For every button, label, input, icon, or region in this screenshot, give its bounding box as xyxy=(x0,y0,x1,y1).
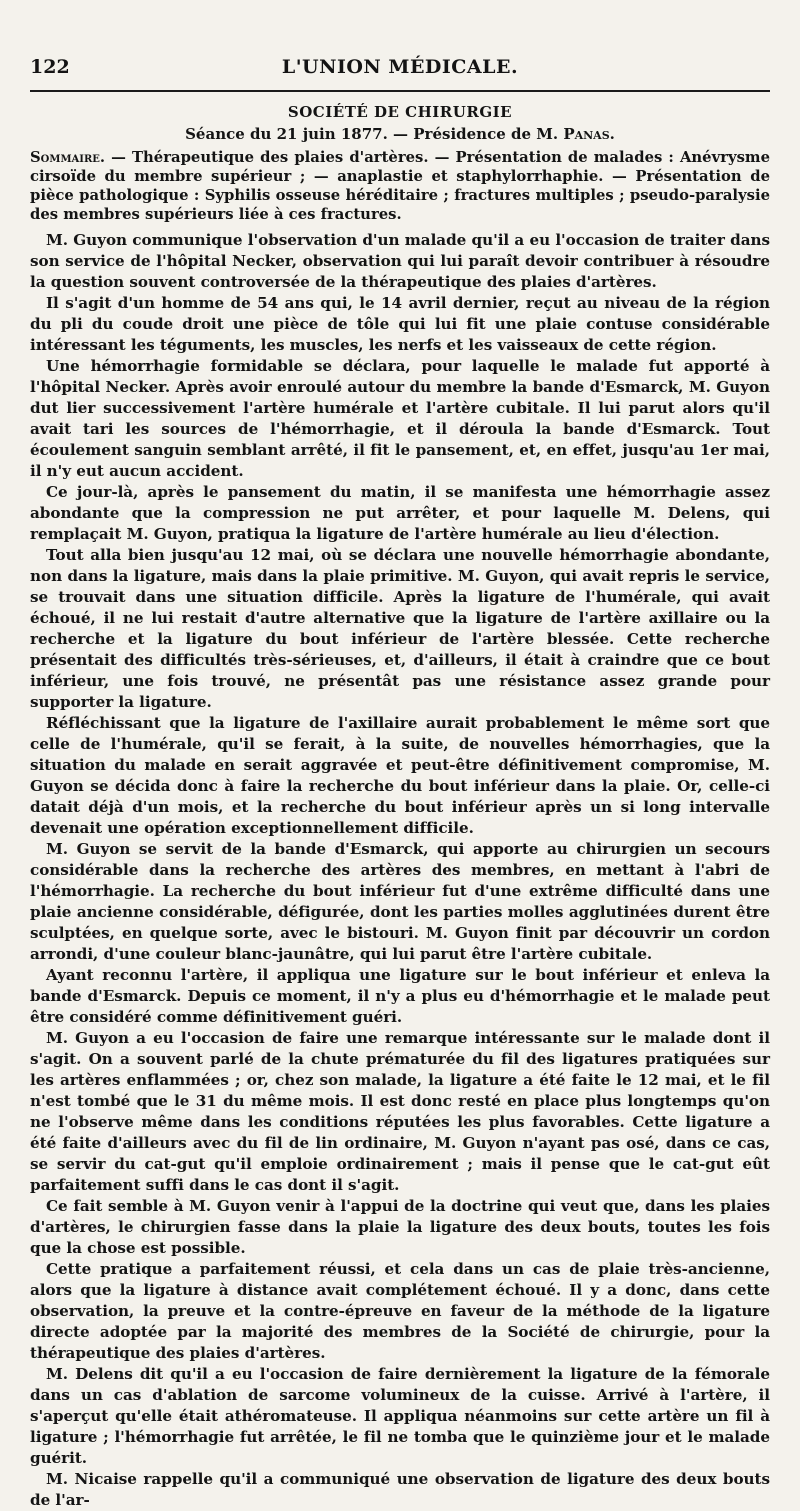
paragraph: Ce fait semble à M. Guyon venir à l'appui de la doctrine qui veut que, dans les plaies d'artères, le chirurgien fasse dans la plaie la ligature des deux bouts, toutes les fois que la chose est possible. xyxy=(30,1197,770,1257)
paragraph: M. Guyon communique l'observation d'un malade qu'il a eu l'occasion de traiter dans son service de l'hôpital Necker, observation qui lui paraît devoir contribuer à résoudre la question souvent controversée de la thérapeutique des plaies d'artères. xyxy=(30,231,770,291)
page-header xyxy=(30,52,770,86)
paragraph: Une hémorrhagie formidable se déclara, pour laquelle le malade fut apporté à l'hôpital Necker. Après avoir enroulé autour du membre la bande d'Esmarck, M. Guyon dut lier successivement l'artère humérale et l'artère cubitale. Il lui parut alors qu'il avait tari les sources de l'hémorrhagie, et il déroula la bande d'Esmarck. Tout écoulement sanguin semblant arrêté, il fit le pansement, et, en effet, jusqu'au 1er mai, il n'y eut aucun accident. xyxy=(30,357,770,480)
article-body xyxy=(30,103,770,1511)
paragraph: M. Delens dit qu'il a eu l'occasion de faire dernièrement la ligature de la fémorale dans un cas d'ablation de sarcome volumineux de la cuisse. Arrivé à l'artère, il s'aperçut qu'elle était athéromateuse. Il appliqua néanmoins sur cette artère un fil à ligature ; l'hémorrhagie fut arrêtée, le fil ne tomba que le quinzième jour et le malade guérit. xyxy=(30,1365,770,1467)
summary-label: Sommaire. xyxy=(30,149,106,166)
page-number: 122 xyxy=(30,56,70,78)
summary-text: — Thérapeutique des plaies d'artères. — Présentation de malades : Anévrysme cirsoïde du membre supérieur ; — anaplastie et staphylorrhaphie. — Présentation de pièce pathologique : Syphilis osseuse héréditaire ; fractures multiples ; pseudo-paralysie des membres supérieurs liée à ces fractures. xyxy=(30,149,770,223)
paragraph: Ayant reconnu l'artère, il appliqua une ligature sur le bout inférieur et enleva la bande d'Esmarck. Depuis ce moment, il n'y a plus eu d'hémorrhagie et le malade peut être considéré comme définitivement guéri. xyxy=(30,966,770,1026)
session-date: Séance du 21 juin 1877. — Présidence de M. xyxy=(185,125,559,143)
journal-title: L'UNION MÉDICALE. xyxy=(281,56,519,78)
header-rule xyxy=(30,90,770,92)
president-name: Panas xyxy=(563,125,610,143)
paragraph: Réfléchissant que la ligature de l'axillaire aurait probablement le même sort que celle de l'humérale, qu'il se ferait, à la suite, de nouvelles hémorrhagies, que la situation du malade en serait aggravée et peut-être définitivement compromise, M. Guyon se décida donc à faire la recherche du bout inférieur dans la plaie. Or, celle-ci datait déjà d'un mois, et la recherche du bout inférieur après un si long intervalle devenait une opération exceptionnellement difficile. xyxy=(30,714,770,837)
paragraph: Tout alla bien jusqu'au 12 mai, où se déclara une nouvelle hémorrhagie abondante, non dans la ligature, mais dans la plaie primitive. M. Guyon, qui avait repris le service, se trouvait dans une situation difficile. Après la ligature de l'humérale, qui avait échoué, il ne lui restait d'autre alternative que la ligature de l'artère axillaire ou la recherche et la ligature du bout inférieur de l'artère blessée. Cette recherche présentait des difficultés très-sérieuses, et, d'ailleurs, il était à craindre que ce bout inférieur, une fois trouvé, ne présentât pas une résistance assez grande pour supporter la ligature. xyxy=(30,546,770,711)
paragraph: Ce jour-là, après le pansement du matin, il se manifesta une hémorrhagie assez abondante que la compression ne put arrêter, et pour laquelle M. Delens, qui remplaçait M. Guyon, pratiqua la ligature de l'artère humérale au lieu d'élection. xyxy=(30,483,770,543)
summary xyxy=(30,148,770,224)
session-end: . xyxy=(609,125,615,143)
paragraph: Il s'agit d'un homme de 54 ans qui, le 14 avril dernier, reçut au niveau de la région du pli du coude droit une pièce de tôle qui lui fit une plaie contuse considérable intéressant les téguments, les muscles, les nerfs et les vaisseaux de cette région. xyxy=(30,294,770,354)
section-title: SOCIÉTÉ DE CHIRURGIE xyxy=(287,103,513,121)
paragraph: M. Nicaise rappelle qu'il a communiqué une observation de ligature des deux bouts de l'ar- xyxy=(30,1470,770,1509)
paragraph: Cette pratique a parfaitement réussi, et cela dans un cas de plaie très-ancienne, alors que la ligature à distance avait complétement échoué. Il y a donc, dans cette observation, la preuve et la contre-épreuve en faveur de la méthode de la ligature directe adoptée par la majorité des membres de la Société de chirurgie, pour la thérapeutique des plaies d'artères. xyxy=(30,1260,770,1362)
session-line xyxy=(30,125,770,143)
paragraph: M. Guyon se servit de la bande d'Esmarck, qui apporte au chirurgien un secours considérable dans la recherche des artères des membres, en mettant à l'abri de l'hémorrhagie. La recherche du bout inférieur fut d'une extrême difficulté dans une plaie ancienne considérable, défigurée, dont les parties molles agglutinées durent être sculptées, en quelque sorte, avec le bistouri. M. Guyon finit par découvrir un cordon arrondi, d'une couleur blanc-jaunâtre, qui lui parut être l'artère cubitale. xyxy=(30,840,770,963)
paragraph: M. Guyon a eu l'occasion de faire une remarque intéressante sur le malade dont il s'agit. On a souvent parlé de la chute prématurée du fil des ligatures pratiquées sur les artères enflammées ; or, chez son malade, la ligature a été faite le 12 mai, et le fil n'est tombé que le 31 du même mois. Il est donc resté en place plus longtemps qu'on ne l'observe même dans les conditions réputées les plus favorables. Cette ligature a été faite d'ailleurs avec du fil de lin ordinaire, M. Guyon n'ayant pas osé, dans ce cas, se servir du cat-gut qu'il emploie ordinairement ; mais il pense que le cat-gut eût parfaitement suffi dans le cas dont il s'agit. xyxy=(30,1029,770,1194)
